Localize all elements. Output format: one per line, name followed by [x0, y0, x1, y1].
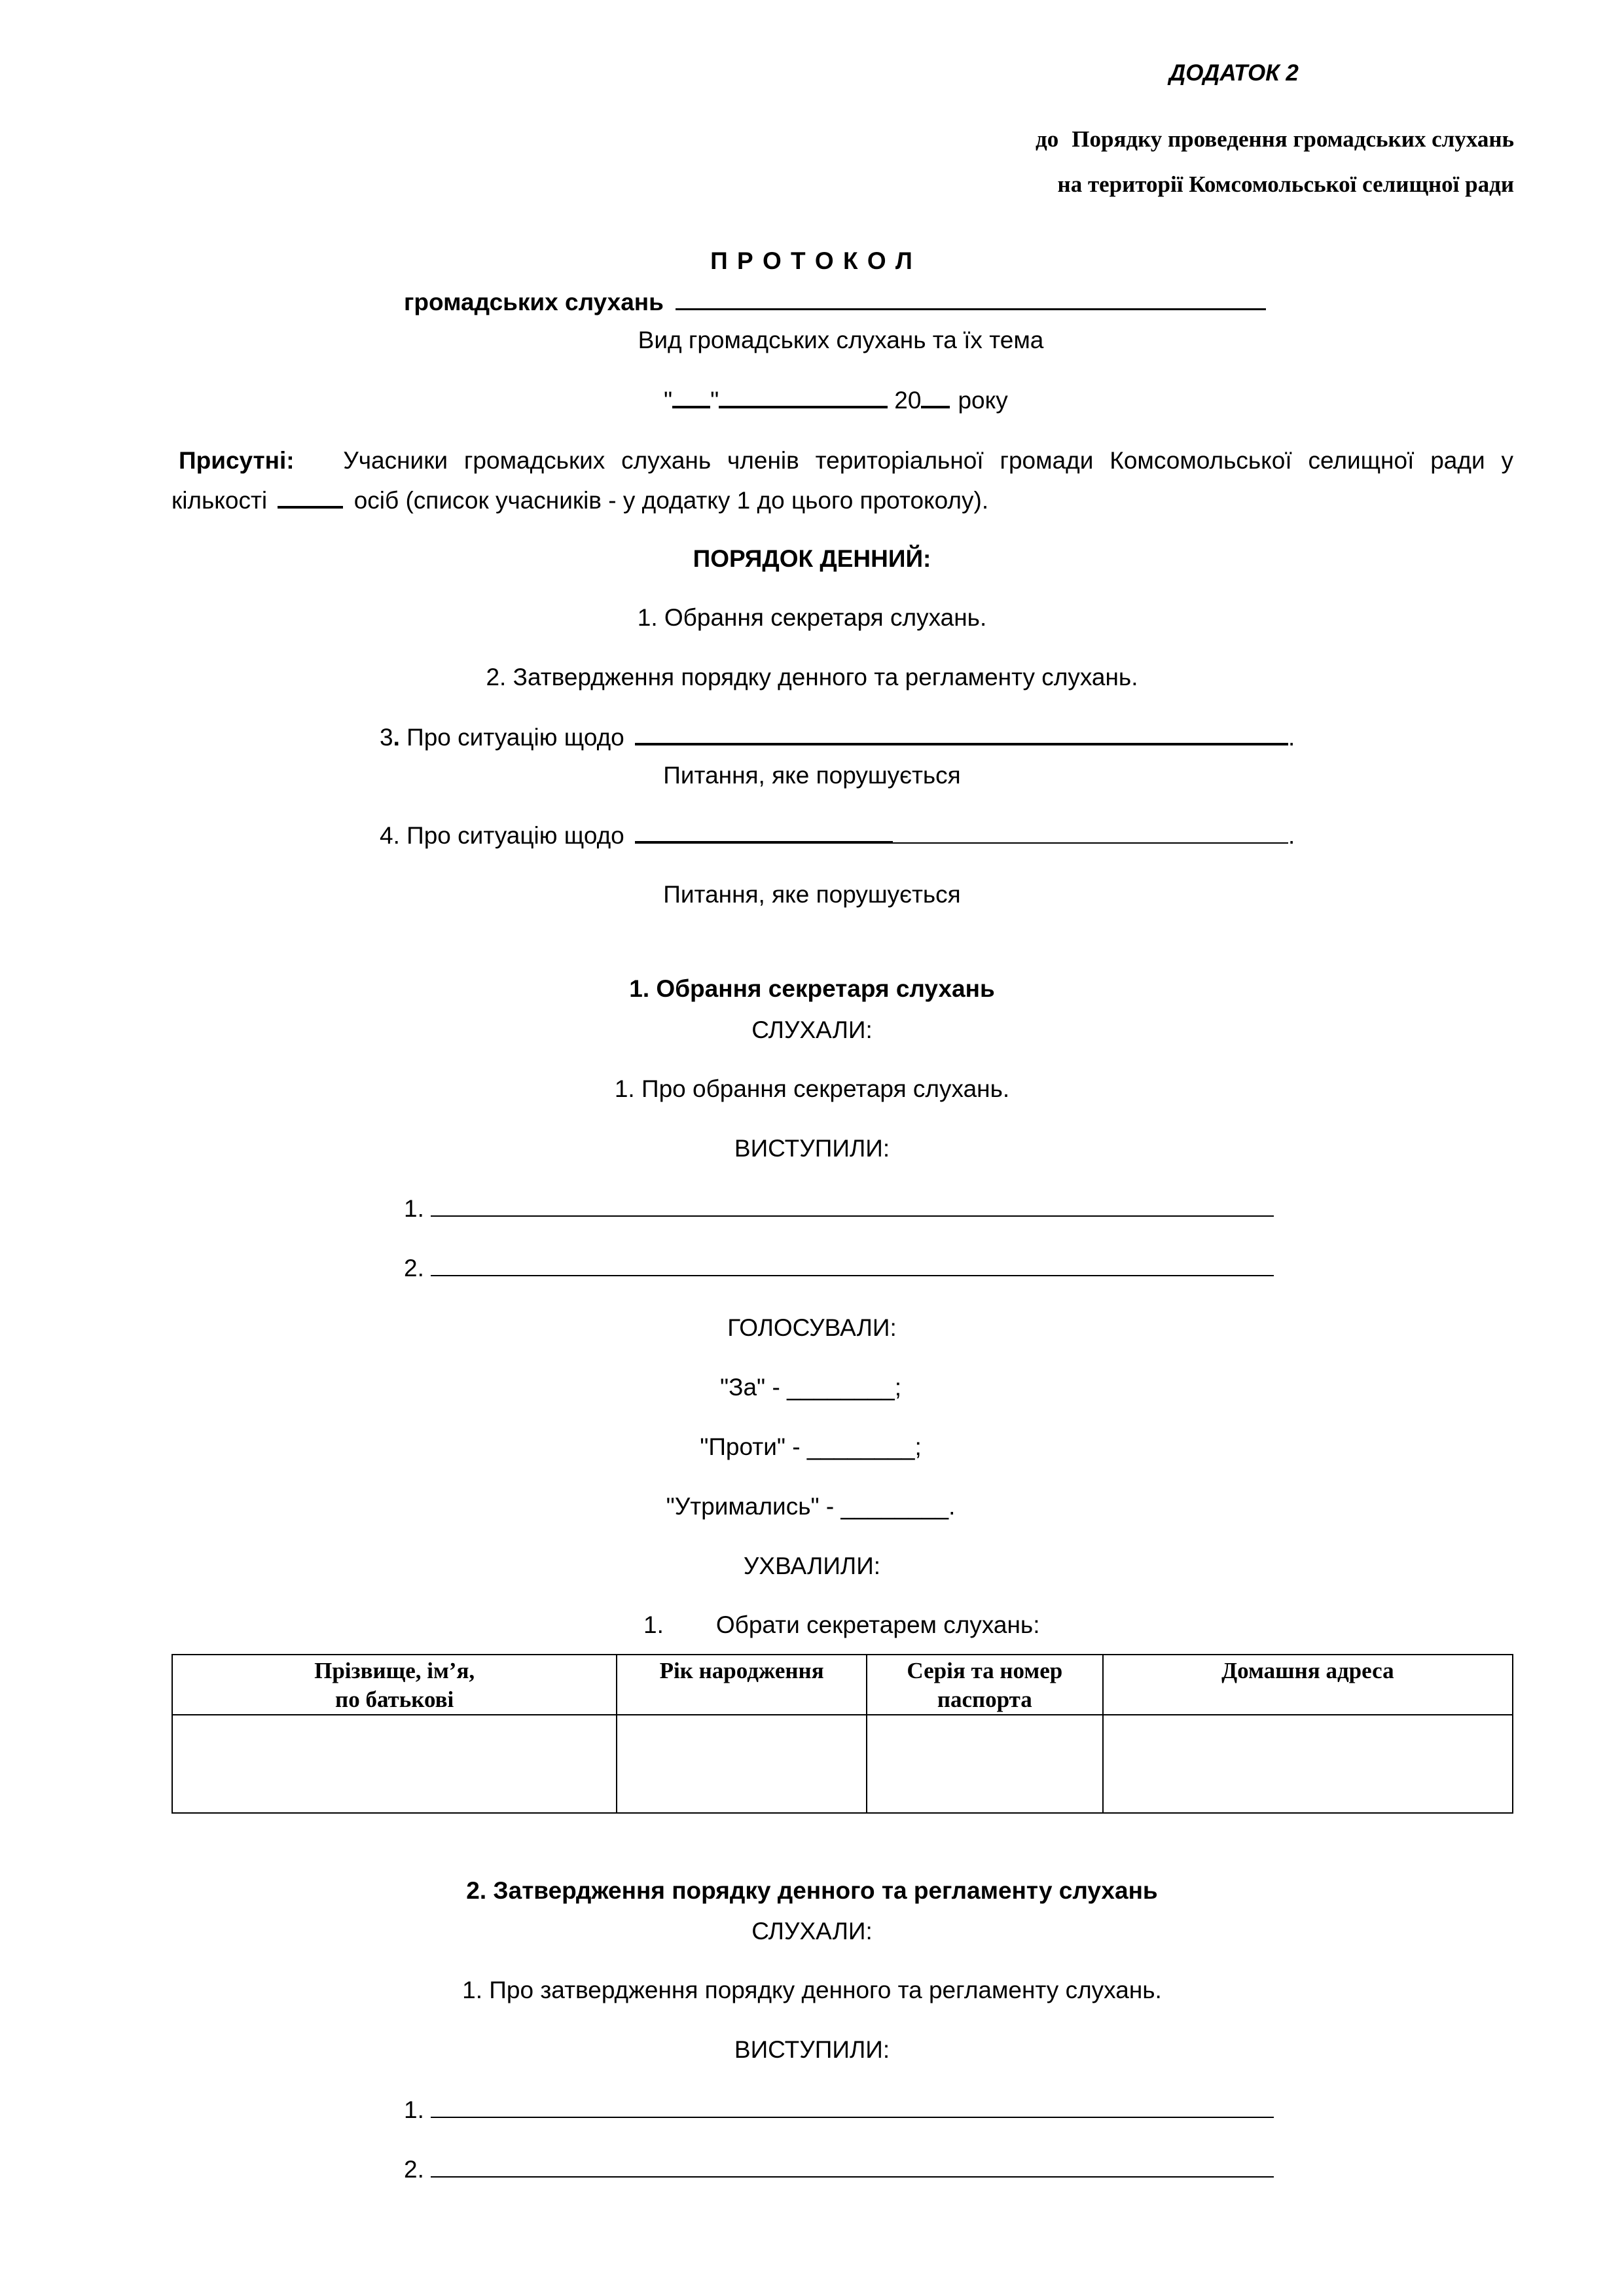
section-1-spoke: ВИСТУПИЛИ:	[734, 1135, 890, 1162]
section-2-speaker-1-field[interactable]	[431, 2097, 1274, 2118]
vote-for: "За" - ________;	[720, 1374, 901, 1401]
column-header-birth-year: Рік народження	[617, 1655, 867, 1715]
section-1-resolved-item: 1. Обрати секретарем слухань:	[643, 1611, 1040, 1638]
hearing-type-field[interactable]	[676, 289, 1266, 310]
section-1-heard: СЛУХАЛИ:	[751, 1016, 873, 1043]
document-title: П Р О Т О К О Л	[710, 247, 914, 274]
section-2-heard: СЛУХАЛИ:	[751, 1918, 873, 1945]
agenda-item-3-caption: Питання, яке порушується	[663, 762, 961, 789]
section-1-speaker-2-field[interactable]	[431, 1255, 1274, 1276]
agenda-item-1: 1. Обрання секретаря слухань.	[637, 604, 987, 631]
agenda-item-3: 3. Про ситуацію щодо .	[380, 724, 1295, 751]
reference-prefix: до	[1036, 126, 1059, 152]
table-row	[172, 1715, 1513, 1813]
participants-count-field[interactable]	[278, 486, 343, 509]
agenda-heading: ПОРЯДОК ДЕННИЙ:	[693, 545, 931, 572]
column-header-name: Прізвище, ім’я, по батькові	[172, 1655, 617, 1715]
section-2-heard-item: 1. Про затвердження порядку денного та регламенту слухань.	[462, 1977, 1162, 2003]
subtitle-line	[404, 289, 1266, 316]
agenda-item-4-field-b[interactable]	[893, 823, 1288, 844]
table-cell-name[interactable]	[172, 1715, 617, 1813]
agenda-item-4: 4. Про ситуацію щодо .	[380, 822, 1295, 849]
table-cell-address[interactable]	[1103, 1715, 1513, 1813]
section-2-spoke: ВИСТУПИЛИ:	[734, 2036, 890, 2063]
section-1-heading: 1. Обрання секретаря слухань	[629, 975, 995, 1002]
day-field[interactable]	[672, 386, 710, 408]
section-1-speaker-1-field[interactable]	[431, 1196, 1274, 1217]
section-1-speaker-2: 2.	[404, 1255, 1274, 1282]
table-header-row	[172, 1655, 1513, 1715]
appendix-label: ДОДАТОК 2	[1169, 60, 1299, 86]
section-2-speaker-2: 2.	[404, 2156, 1274, 2183]
agenda-item-2: 2. Затвердження порядку денного та регламенту слухань.	[486, 664, 1138, 691]
vote-against: "Проти" - ________;	[700, 1433, 922, 1460]
reference-text-1: Порядку проведення громадських слухань	[1072, 126, 1514, 152]
section-1-heard-item: 1. Про обрання секретаря слухань.	[614, 1075, 1010, 1102]
present-line-2: кількості осіб (список учасників - у додатку 1 до цього протоколу).	[171, 487, 989, 514]
secretary-table	[171, 1654, 1513, 1814]
agenda-item-3-field[interactable]	[635, 723, 1288, 745]
section-1-voted: ГОЛОСУВАЛИ:	[727, 1314, 897, 1341]
subtitle-text: громадських слухань	[404, 289, 664, 315]
column-header-address: Домашня адреса	[1103, 1655, 1513, 1715]
subtitle-caption: Вид громадських слухань та їх тема	[638, 327, 1044, 353]
table-cell-passport[interactable]	[867, 1715, 1103, 1813]
reference-line-2: на території Комсомольської селищної ради	[1057, 171, 1514, 197]
section-2-heading: 2. Затвердження порядку денного та регламенту слухань	[466, 1877, 1158, 1904]
agenda-item-4-caption: Питання, яке порушується	[663, 881, 961, 908]
date-line: " " 20 року	[664, 387, 1008, 414]
section-1-resolved: УХВАЛИЛИ:	[743, 1552, 881, 1579]
agenda-item-4-field-a[interactable]	[635, 821, 893, 844]
present-line-1: Присутні: Учасники громадських слухань членів територіальної громади Комсомольської селищної ради у	[179, 447, 1513, 474]
column-header-passport: Серія та номер паспорта	[867, 1655, 1103, 1715]
table-cell-birth-year[interactable]	[617, 1715, 867, 1813]
year-field[interactable]	[921, 386, 950, 408]
section-2-speaker-1: 1.	[404, 2096, 1274, 2124]
vote-abstain: "Утримались" - ________.	[666, 1493, 956, 1520]
section-2-speaker-2-field[interactable]	[431, 2157, 1274, 2178]
month-field[interactable]	[719, 386, 888, 408]
reference-line-1	[1036, 126, 1514, 152]
present-label: Присутні:	[179, 447, 295, 474]
section-1-speaker-1: 1.	[404, 1195, 1274, 1223]
